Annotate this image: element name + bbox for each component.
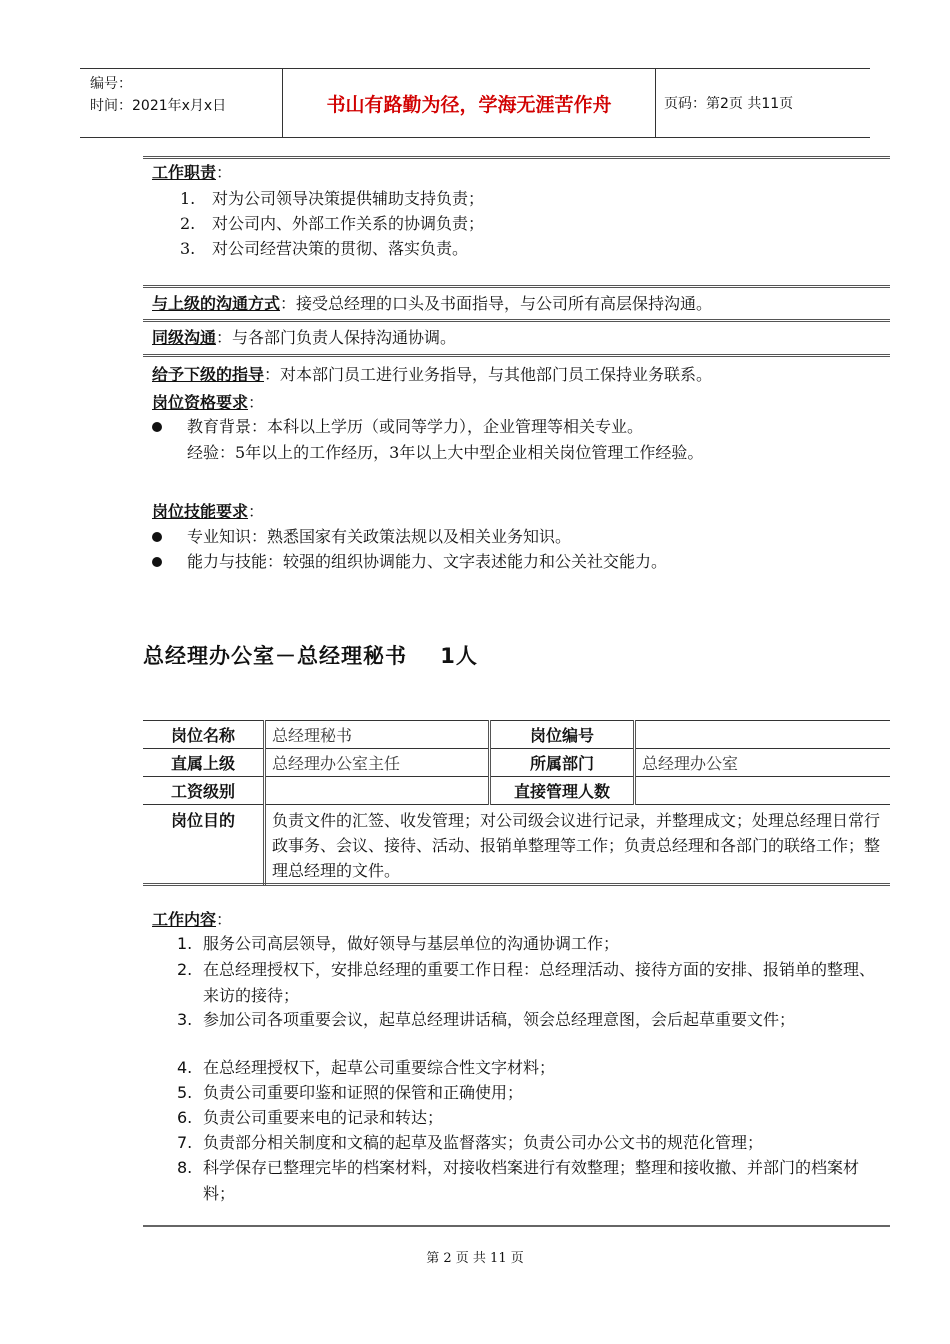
table-cell-value: 总经理办公室主任	[265, 749, 490, 777]
skill-item: 专业知识：熟悉国家有关政策法规以及相关业务知识。	[187, 527, 572, 546]
comm-up: 与上级的沟通方式：接受总经理的口头及书面指导，与公司所有高层保持沟通。	[152, 294, 713, 313]
time-label: 时间：2021年x月x日	[90, 98, 227, 114]
table-cell-label: 所属部门	[490, 749, 635, 777]
qualification-education: 教育背景：本科以上学历（或同等学力），企业管理等相关专业。	[187, 417, 644, 436]
table-cell-value: 总经理办公室	[635, 749, 891, 777]
list-item: 2. 对公司内、外部工作关系的协调负责；	[180, 214, 485, 233]
table-cell-label: 岗位编号	[490, 721, 635, 749]
table-row	[143, 721, 890, 749]
work-content-heading: 工作内容：	[152, 910, 233, 929]
table-cell-value: 总经理秘书	[265, 721, 490, 749]
header-motto: 书山有路勤为径，学海无涯苦作舟	[282, 69, 656, 137]
qualification-heading: 岗位资格要求：	[152, 393, 265, 412]
table-row	[143, 749, 890, 777]
list-item: 5. 负责公司重要印鉴和证照的保管和正确使用；	[177, 1083, 524, 1102]
section-title: 总经理办公室－总经理秘书 1人	[143, 644, 478, 668]
list-item: 6. 负责公司重要来电的记录和转达；	[177, 1108, 444, 1127]
header-page-info: 页码：第2页 共11页	[664, 96, 794, 112]
table-row	[143, 777, 890, 805]
divider	[143, 156, 890, 159]
list-item: 3. 对公司经营决策的贯彻、落实负责。	[180, 239, 469, 258]
table-cell-value	[635, 777, 891, 805]
list-item: 4. 在总经理授权下，起草公司重要综合性文字材料；	[177, 1058, 556, 1077]
table-cell-label: 直接管理人数	[490, 777, 635, 805]
divider	[143, 319, 890, 322]
header-meta	[80, 69, 282, 137]
page-header	[80, 68, 870, 138]
list-item: 2. 在总经理授权下，安排总经理的重要工作日程：总经理活动、接待方面的安排、报销单的整理、来访的接待；	[177, 960, 876, 1005]
number-label: 编号：	[90, 76, 132, 92]
list-item: 3. 参加公司各项重要会议，起草总经理讲话稿，领会总经理意图，会后起草重要文件；	[177, 1010, 796, 1029]
table-cell-label: 工资级别	[143, 777, 265, 805]
skills-heading: 岗位技能要求：	[152, 502, 265, 521]
list-item: 7. 负责部分相关制度和文稿的起草及监督落实；负责公司办公文书的规范化管理；	[177, 1133, 764, 1152]
list-item: 8. 科学保存已整理完毕的档案材料，对接收档案进行有效整理；整理和接收撤、并部门的档案材料；	[177, 1158, 860, 1203]
comm-down: 给予下级的指导：对本部门员工进行业务指导，与其他部门员工保持业务联系。	[152, 365, 713, 384]
table-cell-value	[265, 777, 490, 805]
divider	[143, 354, 890, 357]
duties-heading: 工作职责：	[152, 163, 233, 182]
bullet-icon	[152, 422, 162, 432]
job-info-table	[143, 720, 890, 886]
comm-peer: 同级沟通：与各部门负责人保持沟通协调。	[152, 328, 457, 347]
bullet-icon	[152, 557, 162, 567]
divider	[143, 1225, 890, 1227]
bullet-icon	[152, 532, 162, 542]
table-cell-value: 负责文件的汇签、收发管理；对公司级会议进行记录，并整理成文；处理总经理日常行政事务、会议、接待、活动、报销单整理等工作；负责总经理和各部门的联络工作；整理总经理的文件。	[265, 805, 891, 885]
list-item: 1. 对为公司领导决策提供辅助支持负责；	[180, 189, 485, 208]
skill-item: 能力与技能：较强的组织协调能力、文字表述能力和公关社交能力。	[187, 552, 668, 571]
table-cell-label: 岗位目的	[143, 805, 265, 885]
table-row	[143, 805, 890, 885]
table-cell-label: 岗位名称	[143, 721, 265, 749]
divider	[143, 285, 890, 288]
table-cell-label: 直属上级	[143, 749, 265, 777]
qualification-experience: 经验：5年以上的工作经历，3年以上大中型企业相关岗位管理工作经验。	[187, 443, 704, 462]
list-item: 1. 服务公司高层领导，做好领导与基层单位的沟通协调工作；	[177, 934, 620, 953]
table-cell-value	[635, 721, 891, 749]
page-footer: 第 2 页 共 11 页	[426, 1251, 524, 1266]
